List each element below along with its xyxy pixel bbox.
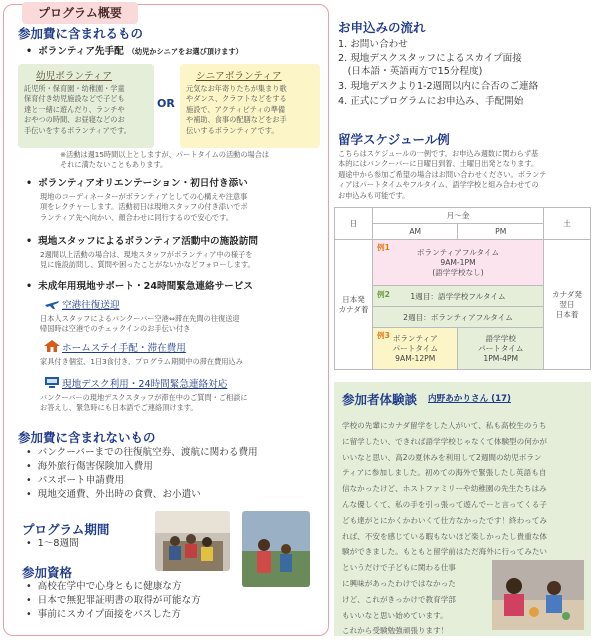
excluded-heading: 参加費に含まれないもの — [18, 430, 156, 445]
airport-transfer-text: 日本人スタッフによるバンクーバー空港⇔滞在先間の往復送迎 帰国時は空港でのチェックインのお手伝い付き — [40, 314, 240, 334]
child-volunteer-title: 幼児ボランティア — [36, 71, 112, 82]
children-painting-photo — [492, 560, 584, 630]
qualification-heading: 参加資格 — [22, 565, 73, 580]
schedule-table — [334, 207, 591, 370]
col-am: AM — [373, 224, 458, 240]
apply-step-1: 1. お問い合わせ — [338, 39, 408, 50]
homestay-title: ホームステイ手配・滞在費用 — [62, 343, 186, 354]
period-heading: プログラム期間 — [22, 522, 110, 537]
homestay-text: 家具付き個室、1日3食付き、プログラム期間中の滞在費用込み — [40, 357, 243, 366]
story-text: 学校の先輩にカナダ留学をした人がいて、私も高校生のうち に留学したい、できれば語学学校じゃなくて体験型の何かが いいなと思い、高2の夏休みを利用して2週間の幼児ボラン ティアに参加しました。初めての海外で緊張したし英語も自 信なかったけど、ホストファミリーや幼稚園の先生たちはみ んな優しくて、私の手を引っ張って遊んでーと言ってくる子 ども達がとにかくかわいくて仕方なかったです！終わってみ れば、不安を感じている暇もないほど楽しかったし貴重な体 験ができました。もともと留学前はただ海外に行ってみたい というだけで子どもに関わる仕事 に興味があったわけではなかった けど、これがきっかけで教育学部 もいいなと思い始めています。 これから受験勉強頑張ります！ — [342, 421, 548, 636]
example-1-cell: 例1 ボランティアフルタイム 9AM-1PM (語学学校なし) — [373, 240, 544, 286]
qualification-list — [26, 580, 201, 622]
included-heading: 参加費に含まれるもの — [18, 26, 144, 41]
story-panel — [334, 382, 591, 636]
or-label: OR — [157, 97, 175, 110]
list-item: • 事前にスカイプ面接をパスした方 — [26, 608, 201, 622]
child-volunteer-text: 託児所・保育園・幼稚園・学童 保育付き幼児施設などで子ども 達と一緒に遊んだり、ランチや おやつの時間、お昼寝などのお 手伝いをするボランティアです。 — [24, 84, 131, 135]
list-item: • パスポート申請費用 — [26, 474, 258, 488]
list-item: • 高校在学中で心身ともに健康な方 — [26, 580, 201, 594]
local-desk-text: バンクーバーの現地デスクスタッフが滞在中のご質問・ご相談に お答えし、緊急時にも日本語でご連絡頂けます。 — [40, 393, 248, 413]
classroom-photo — [155, 511, 230, 571]
list-item: • バンクーバーまでの往復航空券、渡航に関わる費用 — [26, 446, 258, 460]
example-2-label: 例2 — [377, 290, 390, 299]
orientation-text: 現地のコーディネーターがボランティアとしての心構えや注意事 項をレクチャーします。活動初日は現地スタッフの付き添いでボ ランティア先へ向かい、顔合わせに同行するので安心です。 — [40, 192, 248, 222]
list-item: • 現地交通費、外出時の食費、お小遣い — [26, 488, 258, 502]
apply-step-2: 2. 現地デスクスタッフによるスカイプ面接 (日本語・英語両方で15分程度) — [338, 53, 522, 77]
col-saturday: 土 — [544, 208, 591, 240]
list-item: • 日本で無犯罪証明書の取得が可能な方 — [26, 594, 201, 608]
example-3-label: 例3 — [377, 331, 390, 340]
arrive-cell: 日本発 カナダ着 — [335, 240, 373, 370]
example-1-label: 例1 — [377, 243, 390, 252]
minor-support-bullet: • 未成年用現地サポート・24時間緊急連絡サービス — [26, 278, 253, 292]
schedule-intro: こちらはスケジュールの一例です。お申込み週数に関わらず基 本的にはバンクーバーに日曜日到着、土曜日出発となります。 週途中から参加ご希望の場合はお問い合わせください。ボランテ ィアはパートタイムやフルタイム、語学学校と組み合わせての お申込みも可能です。 — [338, 149, 547, 200]
period-list — [26, 537, 79, 551]
senior-volunteer-text: 元気なお年寄りたちが集まり歌 やダンス、クラフトなどをする 施設で、アクティビティの準備 や補助、食事の配膳などをお手 伝いするボランティアです。 — [186, 84, 287, 135]
program-overview-tag: プログラム概要 — [22, 2, 138, 24]
example-3-pm-cell: 語学学校 パートタイム 1PM-4PM — [458, 328, 544, 370]
airplane-icon — [44, 298, 60, 310]
apply-heading: お申込みの流れ — [338, 20, 426, 35]
example-3-am-cell: 例3 ボランティア パートタイム 9AM-12PM — [373, 328, 458, 370]
apply-step-4: 4. 正式にプログラムにお申込み、手配開始 — [338, 96, 524, 107]
facility-visit-bullet: • 現地スタッフによるボランティア活動中の施設訪問 — [26, 233, 258, 247]
example-2a-cell: 例2 1週目：語学学校フルタイム — [373, 286, 544, 307]
story-heading: 参加者体験談 — [342, 392, 418, 407]
example-2b-cell: 2週目：ボランティアフルタイム — [373, 307, 544, 328]
airport-transfer-title: 空港往復送迎 — [62, 300, 120, 311]
col-pm: PM — [458, 224, 544, 240]
volunteer-arrange-bullet: • ボランティア先手配 （幼児かシニアをお選び頂けます） — [26, 43, 243, 57]
depart-cell: カナダ発 翌日 日本着 — [544, 240, 591, 370]
col-sunday: 日 — [335, 208, 373, 240]
col-weekday: 月〜金 — [373, 208, 544, 224]
senior-volunteer-title: シニアボランティア — [196, 71, 282, 82]
story-author: 内野あかりさん (17) — [428, 394, 511, 404]
outdoor-photo — [242, 511, 310, 587]
list-item: • 海外旅行傷害保険加入費用 — [26, 460, 258, 474]
orientation-bullet: • ボランティアオリエンテーション・初日付き添い — [26, 175, 248, 189]
excluded-list — [26, 446, 258, 502]
schedule-heading: 留学スケジュール例 — [338, 132, 450, 147]
apply-step-3: 3. 現地デスクより1-2週間以内に合否のご連絡 — [338, 81, 539, 92]
facility-visit-text: 2週間以上活動の場合は、現地スタッフがボランティア中の様子を 見に施設訪問し、質問や困ったことがないかなどフォローします。 — [40, 250, 255, 270]
list-item: • 1〜8週間 — [26, 537, 79, 551]
house-icon — [44, 340, 60, 352]
desk-icon — [44, 376, 60, 388]
activity-footnote: ※活動は週15時間以上としますが、パートタイムの活動の場合は それに満たないこともあります。 — [60, 150, 270, 170]
local-desk-title: 現地デスク利用・24時間緊急連絡対応 — [62, 379, 228, 390]
